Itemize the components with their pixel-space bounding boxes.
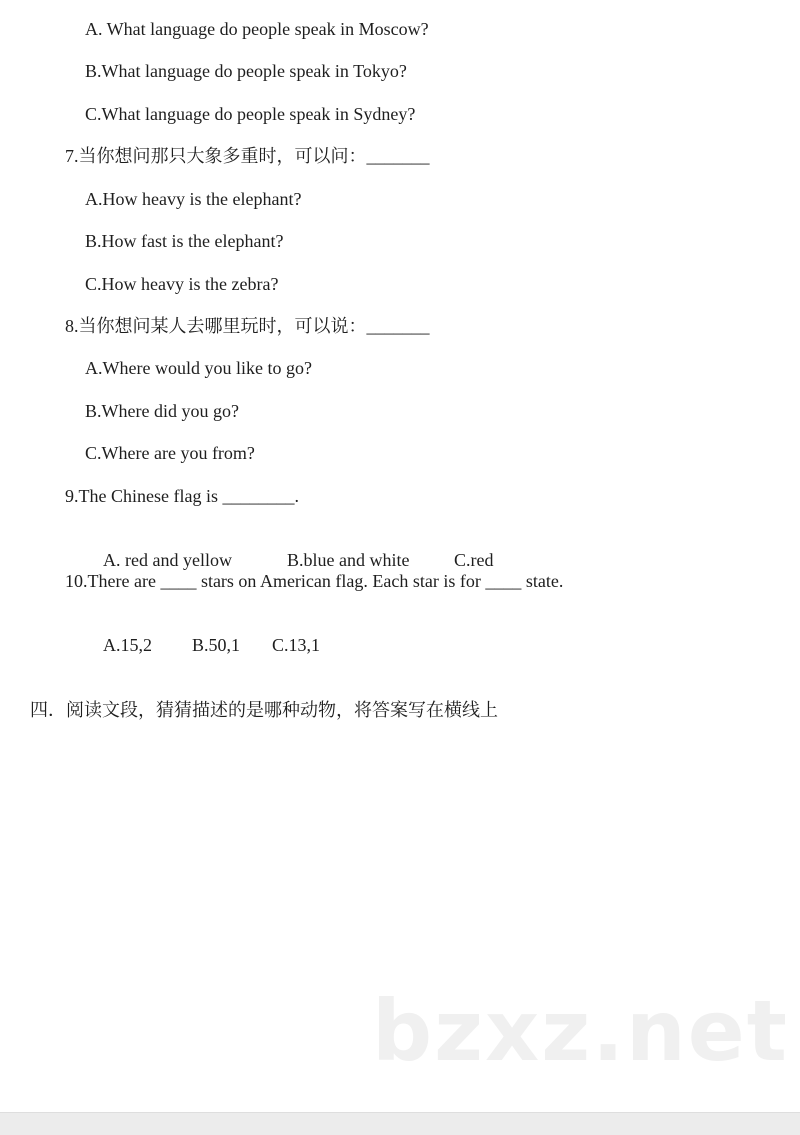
q10-options [85,612,320,678]
q8-stem: 8.当你想问某人去哪里玩时，可以说：_______ [65,316,430,336]
q9-option-b: B.blue and white [287,550,410,570]
q7-option-a: A.How heavy is the elephant? [85,189,302,209]
q9-option-a: A. red and yellow [103,550,232,570]
section-4-title: 四．阅读文段，猜猜描述的是哪种动物，将答案写在横线上 [30,700,498,720]
q9-stem: 9.The Chinese flag is ________. [65,486,299,506]
q10-option-b: B.50,1 [192,635,241,655]
q8-option-a: A.Where would you like to go? [85,358,312,378]
q10-option-a: A.15,2 [103,635,152,655]
q7-option-c: C.How heavy is the zebra? [85,274,279,294]
q8-option-b: B.Where did you go? [85,401,239,421]
watermark: bzxz.net [372,982,789,1080]
q10-option-c: C.13,1 [272,635,321,655]
q7-stem: 7.当你想问那只大象多重时，可以问：_______ [65,146,430,166]
page-bottom-edge [0,1112,800,1135]
q6-option-a: A. What language do people speak in Moscow? [85,19,429,39]
q10-stem: 10.There are ____ stars on American flag. Each star is for ____ state. [65,571,564,591]
q8-option-c: C.Where are you from? [85,443,255,463]
q6-option-b: B.What language do people speak in Tokyo? [85,61,407,81]
q7-option-b: B.How fast is the elephant? [85,231,284,251]
q9-option-c: C.red [454,550,494,570]
q6-option-c: C.What language do people speak in Sydney? [85,104,416,124]
